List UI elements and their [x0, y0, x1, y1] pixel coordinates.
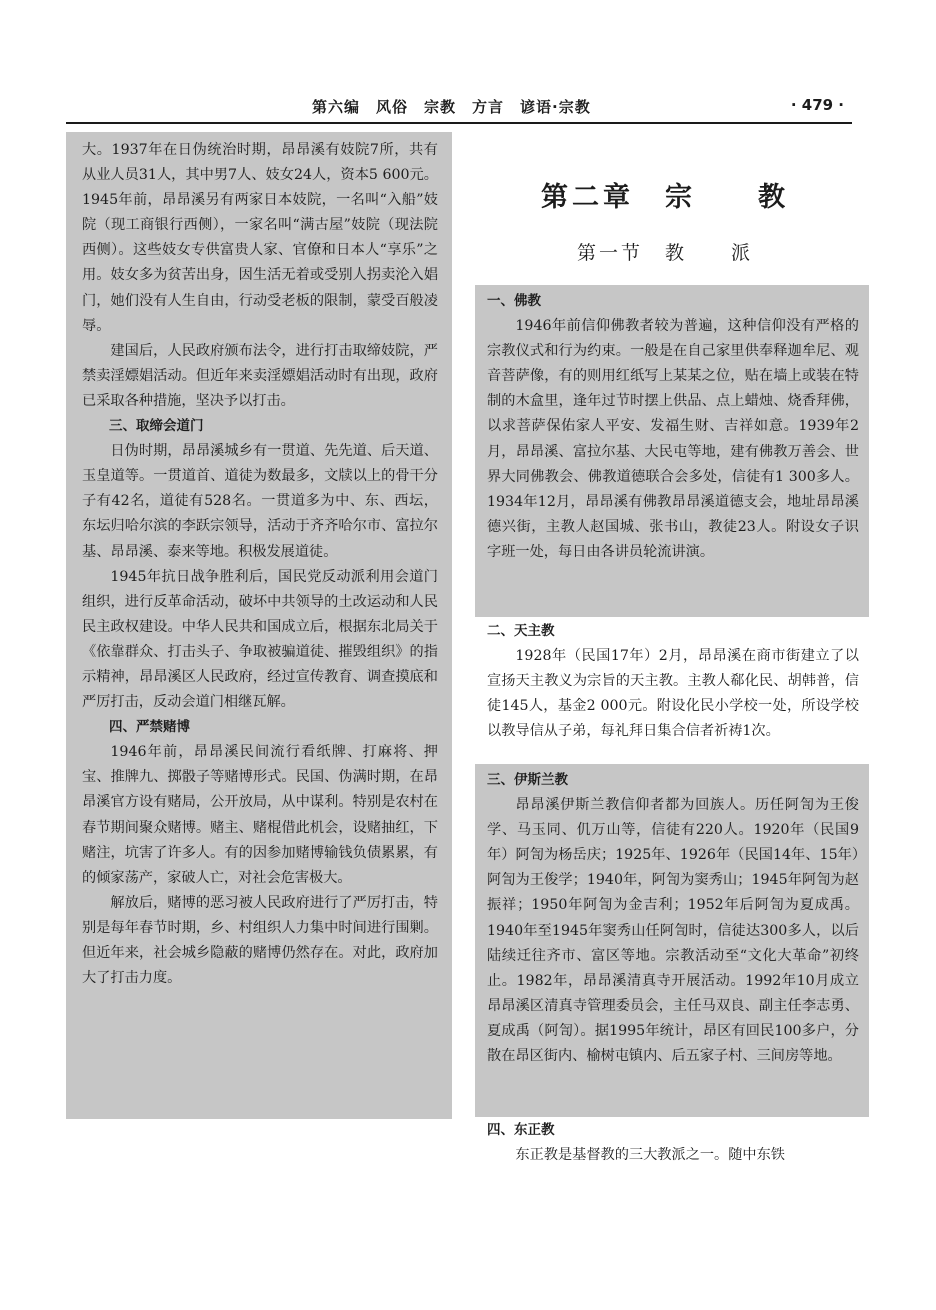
paragraph-sects-2: 1945年抗日战争胜利后，国民党反动派利用会道门组织，进行反革命活动，破坏中共领导的土改运动和人民民主政权建设。中华人民共和国成立后，根据东北局关于《依靠群众、打击头子、争取被骗道徒、摧毁组织》的指示精神，昂昂溪区人民政府，经过宣传教育、调查摸底和严厉打击，反动会道门相继瓦解。 [82, 568, 438, 711]
paragraph-islam: 昂昂溪伊斯兰教信仰者都为回族人。历任阿訇为王俊学、马玉同、仉万山等，信徒有220人。1920年（民国9年）阿訇为杨岳庆；1925年、1926年（民国14年、15年）阿訇为王俊学；1940年，阿訇为窦秀山；1945年阿訇为赵振祥；1950年阿訇为金吉利；1952年后阿訇为夏成禹。1940年至1945年窦秀山任阿訇时，信徒达300多人，以后陆续迁往齐市、富区等地。宗教活动至“文化大革命”初终止。1982年，昂昂溪清真寺开展活动。1992年10月成立昂昂溪区清真寺管理委员会，主任马双良、副主任李志勇、夏成禹（阿訇）。据1995年统计，昂区有回民100多户，分散在昂区街内、榆树屯镇内、后五家子村、三间房等地。 [487, 797, 859, 1065]
paragraph-prostitution-end: 大。1937年在日伪统治时期，昂昂溪有妓院7所，共有从业人员31人，其中男7人、妓女24人，资本5 600元。1945年前，昂昂溪另有两家日本妓院，一名叫“入船”妓院（现工商银行西侧），一家名叫“满古屋”妓院（现法院西侧）。这些妓女专供富贵人家、官僚和日本人“享乐”之用。妓女多为贫苦出身，因生活无着或受别人拐卖沦入娼门，她们没有人生自由，行动受老板的限制，蒙受百般凌辱。 [82, 142, 438, 334]
heading-islam: 三、伊斯兰教 [487, 772, 568, 788]
paragraph-after-liberation: 建国后，人民政府颁布法令，进行打击取缔妓院，严禁卖淫嫖娼活动。但近年来卖淫嫖娼活动时有出现，政府已采取各种措施，坚决予以打击。 [82, 342, 438, 409]
chapter-title: 第二章 宗 教 [541, 182, 789, 213]
paragraph-catholic: 1928年（民国17年）2月，昂昂溪在商市街建立了以宣扬天主教义为宗旨的天主教。主教人郗化民、胡韩普，信徒145人，基金2 000元。附设化民小学校一处，所设学校以教导信从子弟，每礼拜日集合信者祈祷1次。 [487, 648, 859, 740]
paragraph-gambling-1: 1946年前，昂昂溪民间流行看纸牌、打麻将、押宝、推牌九、掷骰子等赌博形式。民国、伪满时期，在昂昂溪官方设有赌局，公开放局，从中谋利。特别是农村在春节期间聚众赌博。赌主、赌棍借此机会，设赌抽红，下赌注，坑害了许多人。有的因参加赌博输钱负债累累，有的倾家荡产，家破人亡，对社会危害极大。 [82, 744, 438, 886]
orthodox-section [475, 1114, 869, 1174]
section-title: 第一节 教 派 [576, 242, 753, 264]
heading-ban-gambling: 四、严禁赌博 [109, 719, 190, 736]
heading-orthodox: 四、东正教 [487, 1122, 555, 1138]
catholic-section [475, 615, 869, 765]
heading-catholic: 二、天主教 [487, 623, 555, 639]
paragraph-sects-1: 日伪时期，昂昂溪城乡有一贯道、先先道、后天道、玉皇道等。一贯道首、道徒为数最多，文牍以上的骨干分子有42名，道徒有528名。一贯道多为中、东、西坛，东坛归哈尔滨的李跃宗领导，活动于齐齐哈尔市、富拉尔基、昂昂溪、泰来等地。积极发展道徒。 [82, 443, 438, 560]
heading-buddhism: 一、佛教 [487, 293, 541, 309]
buddhism-section [475, 285, 869, 617]
page-number: · 479 · [790, 96, 844, 114]
chapter-heading-block [475, 165, 855, 265]
heading-ban-sects: 三、取缔会道门 [109, 418, 204, 435]
paragraph-orthodox: 东正教是基督教的三大教派之一。随中东铁 [515, 1147, 785, 1164]
left-column [66, 132, 452, 1119]
running-header [66, 94, 852, 124]
islam-section [475, 764, 869, 1117]
paragraph-buddhism: 1946年前信仰佛教者较为普遍，这种信仰没有严格的宗教仪式和行为约束。一般是在自己家里供奉释迦牟尼、观音菩萨像，有的则用红纸写上某某之位，贴在墙上或装在特制的木盒里，逢年过节时摆上供品、点上蜡烛、烧香拜佛，以求菩萨保佑家人平安、发福生财、吉祥如意。1939年2月，昂昂溪、富拉尔基、大民屯等地，建有佛教万善会、世界大同佛教会、佛教道德联合会多处，信徒有1 300多人。1934年12月，昂昂溪有佛教昂昂溪道德支会，地址昂昂溪德兴街，主教人赵国城、张书山，教徒23人。附设女子识字班一处，每日由各讲员轮流讲演。 [487, 318, 859, 560]
running-title: 第六编 风俗 宗教 方言 谚语·宗教 [312, 98, 591, 116]
paragraph-gambling-2: 解放后，赌博的恶习被人民政府进行了严厉打击，特别是每年春节时期，乡、村组织人力集中时间进行围剿。但近年来，社会城乡隐蔽的赌博仍然存在。对此，政府加大了打击力度。 [82, 894, 438, 987]
